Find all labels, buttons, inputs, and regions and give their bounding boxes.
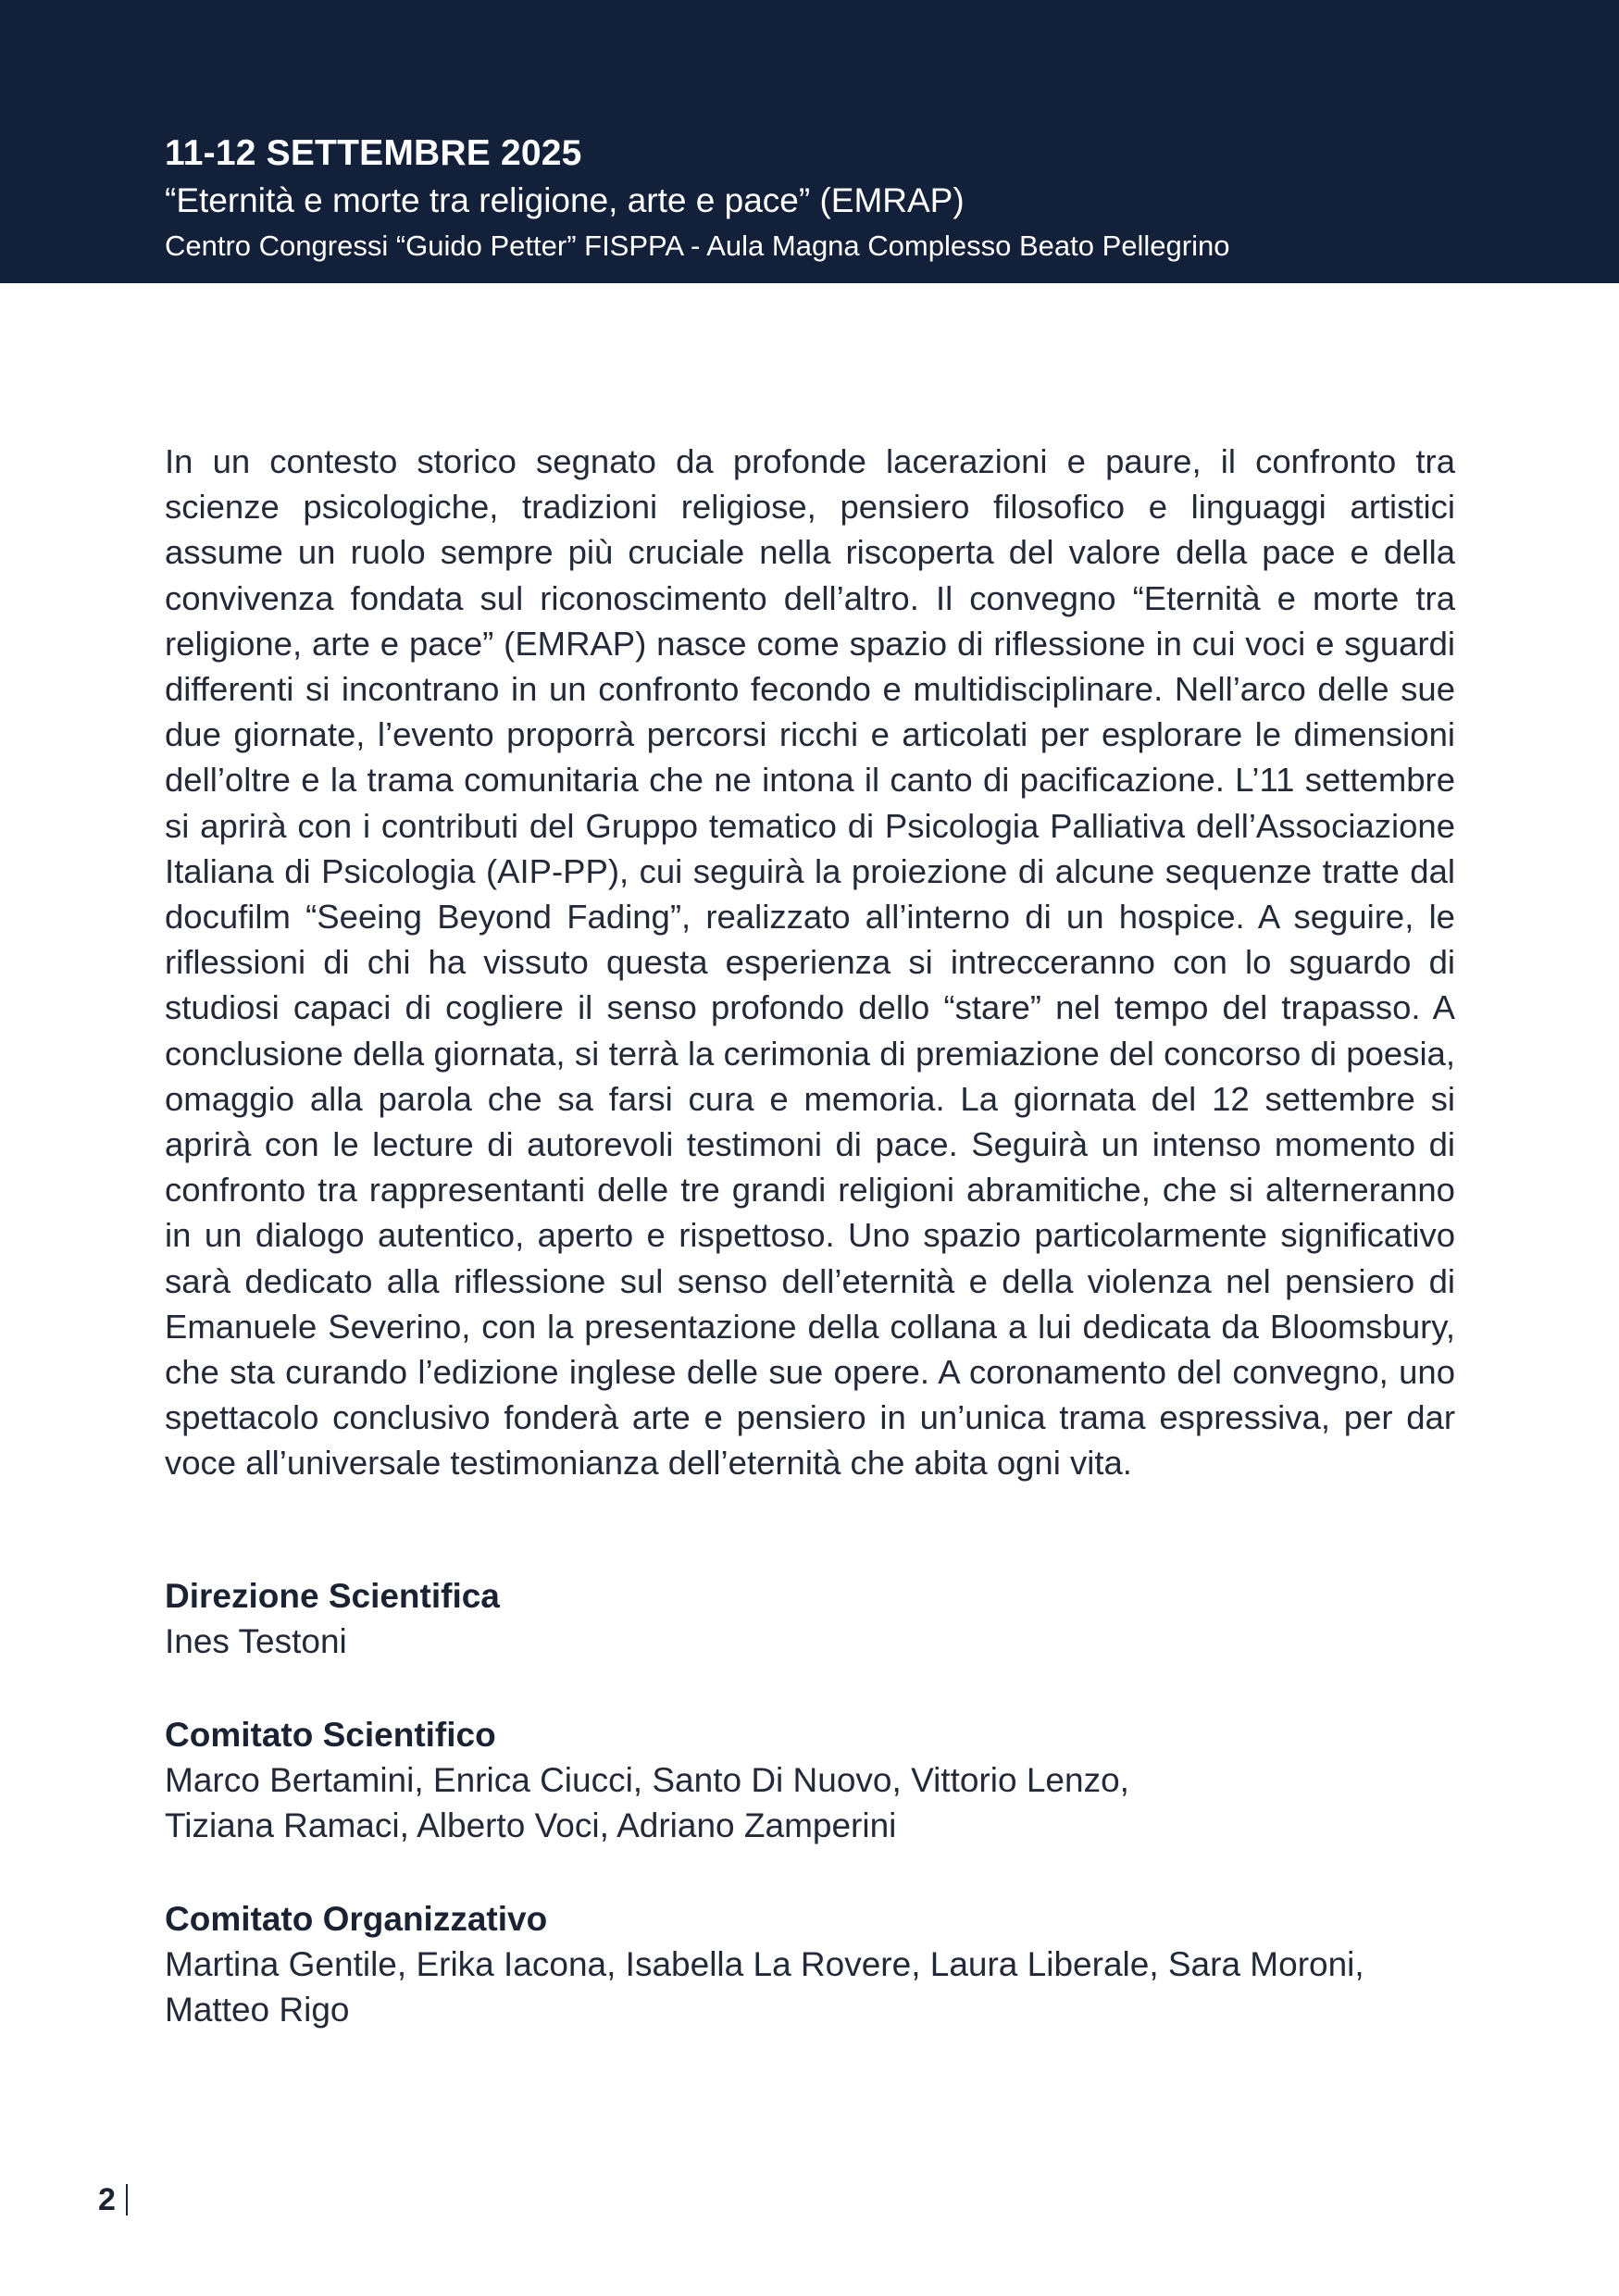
credit-names: Matteo Rigo <box>165 1991 350 2029</box>
credit-heading: Comitato Scientifico <box>165 1716 496 1754</box>
credit-block-comitato-scientifico <box>165 1712 1455 1848</box>
credit-names: Tiziana Ramaci, Alberto Voci, Adriano Zamperini <box>165 1806 897 1844</box>
credit-heading: Direzione Scientifica <box>165 1577 500 1615</box>
event-description: In un contesto storico segnato da profonde lacerazioni e paure, il confronto tra scienze psicologiche, tradizioni religiose, pensiero filosofico e linguaggi artistici assume un ruolo sempre più cruciale nella riscoperta del valore della pace e della convivenza fondata sul riconoscimento dell’altro. Il convegno “Eternità e morte tra religione, arte e pace” (EMRAP) nasce come spazio di riflessione in cui voci e sguardi differenti si incontrano in un confronto fecondo e multidisciplinare. Nell’arco delle sue due giornate, l’evento proporrà percorsi ricchi e articolati per esplorare le dimensioni dell’oltre e la trama comunitaria che ne intona il canto di pacificazione. L’11 settembre si aprirà con i contributi del Gruppo tematico di Psicologia Palliativa dell’Associazione Italiana di Psicologia (AIP-PP), cui seguirà la proiezione di alcune sequenze tratte dal docufilm “Seeing Beyond Fading”, realizzato all’interno di un hospice. A seguire, le riflessioni di chi ha vissuto questa esperienza si intrecceranno con lo sguardo di studiosi capaci di cogliere il senso profondo dello “stare” nel tempo del trapasso. A conclusione della giornata, si terrà la cerimonia di premiazione del concorso di poesia, omaggio alla parola che sa farsi cura e memoria. La giornata del 12 settembre si aprirà con le lecture di autorevoli testimoni di pace. Seguirà un intenso momento di confronto tra rappresentanti delle tre grandi religioni abramitiche, che si alterneranno in un dialogo autentico, aperto e rispettoso. Uno spazio particolarmente significativo sarà dedicato alla riflessione sul senso dell’eternità e della violenza nel pensiero di Emanuele Severino, con la presentazione della collana a lui dedicata da Bloomsbury, che sta curando l’edizione inglese delle sue opere. A coronamento del convegno, uno spettacolo conclusivo fonderà arte e pensiero in un’unica trama espressiva, per dar voce all’universale testimonianza dell’eternità che abita ogni vita. <box>165 442 1455 1483</box>
credit-heading: Comitato Organizzativo <box>165 1900 548 1938</box>
header-band <box>0 0 1619 283</box>
credit-block-direzione <box>165 1573 1455 1664</box>
event-date: 11-12 SETTEMBRE 2025 <box>165 133 582 173</box>
event-venue: Centro Congressi “Guido Petter” FISPPA - Aula Magna Complesso Beato Pellegrino <box>165 230 1230 262</box>
credit-block-comitato-organizzativo <box>165 1896 1455 2032</box>
credit-names: Marco Bertamini, Enrica Ciucci, Santo Di Nuovo, Vittorio Lenzo, <box>165 1761 1129 1799</box>
credit-names: Ines Testoni <box>165 1622 347 1660</box>
event-title: “Eternità e morte tra religione, arte e pace” (EMRAP) <box>165 181 965 219</box>
page-number: 2 <box>98 2182 116 2217</box>
credits-section <box>165 1573 1455 2080</box>
credit-names: Martina Gentile, Erika Iacona, Isabella La Rovere, Laura Liberale, Sara Moroni, <box>165 1945 1364 1983</box>
page-number-separator <box>126 2184 128 2215</box>
